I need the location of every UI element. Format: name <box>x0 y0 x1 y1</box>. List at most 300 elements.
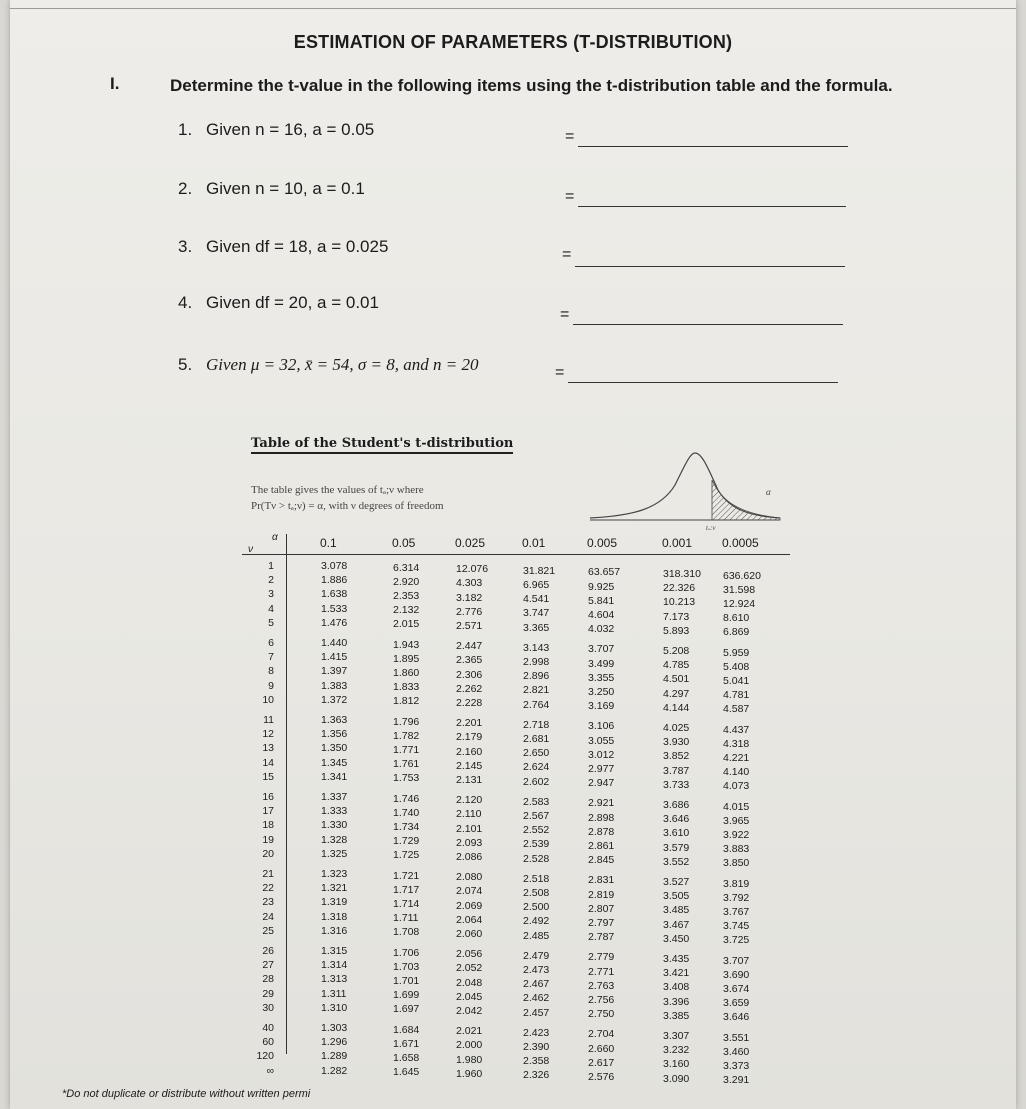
table-cell: 3.610 <box>663 827 690 840</box>
table-cell: 4.025 <box>663 722 690 734</box>
table-cell: 5.841 <box>588 594 615 607</box>
answer-blank-3[interactable] <box>575 266 845 267</box>
equals-sign: = <box>562 246 572 263</box>
table-cell: 1.860 <box>393 667 420 679</box>
question-item-1 <box>178 120 374 140</box>
question-number: 3. <box>178 237 193 256</box>
table-cell: 2.457 <box>523 1006 550 1019</box>
question-text: Given n = 16, a = 0.05 <box>206 120 375 139</box>
table-cell: 2.508 <box>523 887 550 899</box>
table-cell: 2.624 <box>523 761 550 774</box>
table-cell: 1.833 <box>393 681 420 694</box>
table-cell: 3.646 <box>663 813 690 826</box>
table-cell: 1.684 <box>393 1023 420 1036</box>
df-label: 4 <box>268 602 274 615</box>
section-instructions: Determine the t-value in the following items using the t-distribution table and the formula. <box>170 76 893 95</box>
df-label: 3 <box>268 588 274 601</box>
table-cell: 2.048 <box>456 976 483 989</box>
table-cell: 2.228 <box>456 697 483 709</box>
table-cell: 4.587 <box>723 703 750 716</box>
df-label: 9 <box>268 679 274 692</box>
table-description-line-1: The table gives the values of tₐ;ν where <box>251 484 424 496</box>
table-cell: 1.782 <box>393 729 420 742</box>
column-header: 0.0005 <box>722 536 759 550</box>
worksheet-page <box>10 0 1016 1109</box>
table-cell: 1.337 <box>321 791 348 803</box>
table-cell: 1.721 <box>393 869 420 882</box>
question-number: 1. <box>178 120 193 139</box>
table-cell: 3.435 <box>663 953 690 965</box>
column-header: 0.01 <box>522 536 546 550</box>
table-cell: 2.132 <box>393 604 420 617</box>
table-cell: 4.541 <box>523 593 550 606</box>
question-item-5 <box>178 355 478 375</box>
equals-sign: = <box>565 128 575 145</box>
table-cell: 2.060 <box>456 928 483 940</box>
df-label: 27 <box>262 959 274 972</box>
table-cell: 1.717 <box>393 883 420 896</box>
table-cell: 2.779 <box>588 951 615 964</box>
df-label: 6 <box>268 637 274 649</box>
table-cell: 2.861 <box>588 840 615 852</box>
table-cell: 2.462 <box>523 992 550 1005</box>
table-cell: 1.303 <box>321 1022 348 1034</box>
table-cell: 3.505 <box>663 890 690 903</box>
table-cell: 3.055 <box>588 734 615 747</box>
df-label: 40 <box>262 1022 274 1034</box>
column-header: 0.1 <box>320 536 337 550</box>
table-cell: 2.898 <box>588 811 615 824</box>
table-cell: 1.415 <box>321 651 348 664</box>
table-cell: 1.345 <box>321 756 348 769</box>
table-cell: 2.201 <box>456 717 483 730</box>
table-cell: 1.397 <box>321 665 348 678</box>
df-label: 29 <box>262 987 274 1000</box>
table-cell: 3.450 <box>663 932 690 945</box>
table-cell: 2.947 <box>588 777 615 790</box>
table-cell: 1.341 <box>321 770 348 783</box>
table-cell: 2.042 <box>456 1005 483 1017</box>
table-cell: 1.771 <box>393 744 420 756</box>
question-text: Given μ = 32, x̄ = 54, σ = 8, and n = 20 <box>206 355 479 374</box>
table-cell: 1.658 <box>393 1052 420 1064</box>
table-cell: 1.323 <box>321 868 348 880</box>
table-cell: 2.101 <box>456 822 483 835</box>
table-cell: 1.711 <box>393 912 419 925</box>
table-cell: 1.812 <box>393 695 420 708</box>
table-cell: 2.920 <box>393 575 420 588</box>
table-cell: 4.437 <box>723 723 750 736</box>
table-cell: 2.131 <box>456 774 483 786</box>
table-cell: 5.959 <box>723 646 750 659</box>
df-label: 17 <box>262 805 274 818</box>
table-cell: 6.314 <box>393 561 420 574</box>
table-cell: 2.821 <box>523 684 550 697</box>
table-cell: 2.353 <box>393 590 420 602</box>
table-cell: 3.182 <box>456 591 483 604</box>
table-cell: 2.831 <box>588 874 615 887</box>
table-cell: 1.960 <box>456 1067 483 1080</box>
table-cell: 22.326 <box>663 582 696 595</box>
question-text: Given df = 20, a = 0.01 <box>206 293 379 312</box>
table-cell: 4.221 <box>723 752 750 764</box>
table-cell: 1.319 <box>321 896 348 909</box>
table-cell: 1.363 <box>321 714 348 726</box>
curve-line <box>590 453 780 518</box>
table-cell: 4.318 <box>723 737 750 750</box>
table-cell: 1.895 <box>393 652 420 665</box>
nu-header-symbol: ν <box>248 544 253 555</box>
table-cell: 3.160 <box>663 1058 690 1071</box>
table-cell: 2.145 <box>456 759 483 772</box>
table-cell: 5.208 <box>663 645 690 657</box>
table-cell: 2.069 <box>456 899 483 912</box>
table-cell: 2.473 <box>523 964 550 976</box>
table-cell: 3.373 <box>723 1060 750 1072</box>
table-cell: 2.704 <box>588 1028 615 1041</box>
table-cell: 3.850 <box>723 857 750 870</box>
table-cell: 4.144 <box>663 701 690 714</box>
table-cell: 2.074 <box>456 885 483 898</box>
table-cell: 3.819 <box>723 877 750 890</box>
table-cell: 31.598 <box>723 583 756 596</box>
table-cell: 1.318 <box>321 910 348 923</box>
table-cell: 2.479 <box>523 949 550 962</box>
table-cell: 2.977 <box>588 763 615 775</box>
column-header: 0.005 <box>587 536 618 550</box>
table-cell: 636.620 <box>723 569 761 582</box>
table-cell: 3.365 <box>523 621 550 634</box>
df-label: 16 <box>262 791 274 803</box>
table-cell: 3.707 <box>723 954 750 967</box>
table-cell: 1.753 <box>393 772 420 785</box>
equals-sign: = <box>555 364 565 381</box>
table-cell: 2.423 <box>523 1026 550 1039</box>
table-cell: 2.086 <box>456 851 483 863</box>
table-cell: 1.697 <box>393 1003 420 1016</box>
table-cell: 8.610 <box>723 612 750 625</box>
table-cell: 1.383 <box>321 679 348 692</box>
table-cell: 4.501 <box>663 673 690 686</box>
table-cell: 2.681 <box>523 733 550 745</box>
question-text: Given df = 18, a = 0.025 <box>206 237 389 256</box>
table-cell: 1.328 <box>321 833 348 846</box>
table-cell: 2.528 <box>523 852 550 865</box>
table-cell: 1.296 <box>321 1036 348 1049</box>
df-label: 60 <box>262 1036 274 1049</box>
table-cell: 2.262 <box>456 682 483 695</box>
table-cell: 3.787 <box>663 764 690 777</box>
table-cell: 2.819 <box>588 888 615 901</box>
table-cell: 3.690 <box>723 968 750 981</box>
table-cell: 6.869 <box>723 626 750 639</box>
table-cell: 2.015 <box>393 618 420 631</box>
table-cell: 3.232 <box>663 1044 690 1057</box>
table-cell: 2.056 <box>456 948 483 961</box>
table-cell: 6.965 <box>523 579 550 591</box>
table-cell: 1.980 <box>456 1053 483 1066</box>
table-cell: 1.325 <box>321 847 348 860</box>
table-cell: 318.310 <box>663 568 701 580</box>
table-cell: 2.576 <box>588 1071 615 1083</box>
table-cell: 1.310 <box>321 1001 348 1014</box>
table-cell: 3.646 <box>723 1011 750 1024</box>
table-cell: 2.787 <box>588 931 615 944</box>
table-cell: 31.821 <box>523 564 556 577</box>
question-item-4 <box>178 293 379 313</box>
table-cell: 2.718 <box>523 718 550 731</box>
table-cell: 2.052 <box>456 962 483 975</box>
table-cell: 1.350 <box>321 742 348 755</box>
column-header: 0.001 <box>662 536 693 550</box>
table-cell: 2.160 <box>456 745 483 758</box>
answer-blank-5[interactable] <box>568 382 838 383</box>
table-cell: 2.326 <box>523 1069 550 1082</box>
table-cell: 1.316 <box>321 924 348 937</box>
table-cell: 3.143 <box>523 641 550 654</box>
table-cell: 2.120 <box>456 794 483 807</box>
table-cell: 1.330 <box>321 819 348 832</box>
table-cell: 3.408 <box>663 981 690 994</box>
table-cell: 4.297 <box>663 687 690 700</box>
df-label: 5 <box>268 616 274 629</box>
df-label: 13 <box>262 742 274 755</box>
table-cell: 3.355 <box>588 671 615 684</box>
table-cell: 1.706 <box>393 946 420 959</box>
table-cell: 2.539 <box>523 838 550 851</box>
table-cell: 1.356 <box>321 728 348 741</box>
table-cell: 3.922 <box>723 829 750 841</box>
table-cell: 2.602 <box>523 775 550 788</box>
df-label: 7 <box>268 651 274 664</box>
answer-blank-1[interactable] <box>578 146 848 147</box>
table-cell: 2.845 <box>588 854 615 867</box>
table-cell: 3.485 <box>663 904 690 917</box>
table-cell: 3.674 <box>723 983 750 995</box>
question-number: 5. <box>178 355 193 374</box>
table-cell: 2.617 <box>588 1056 615 1069</box>
table-cell: 1.321 <box>321 882 348 895</box>
table-cell: 2.492 <box>523 915 550 928</box>
table-cell: 4.303 <box>456 577 483 590</box>
table-vertical-rule <box>286 534 287 1054</box>
table-cell: 1.699 <box>393 989 420 1002</box>
df-label: 15 <box>262 770 274 783</box>
table-cell: 3.421 <box>663 967 690 980</box>
table-cell: 2.179 <box>456 731 483 744</box>
table-cell: 2.756 <box>588 994 615 1006</box>
table-cell: 3.467 <box>663 918 690 931</box>
table-cell: 2.896 <box>523 670 550 683</box>
df-label: 22 <box>262 882 274 895</box>
table-cell: 5.893 <box>663 624 690 637</box>
section-numeral: I. <box>110 74 120 93</box>
curve-t-label: tₐ;ν <box>706 524 716 530</box>
table-cell: 2.807 <box>588 902 615 915</box>
df-label: 8 <box>268 665 274 678</box>
table-cell: 1.796 <box>393 715 420 728</box>
table-cell: 2.064 <box>456 913 483 926</box>
equals-sign: = <box>560 306 570 323</box>
table-cell: 2.878 <box>588 825 615 838</box>
table-cell: 1.671 <box>393 1037 420 1050</box>
table-title: Table of the Student's t-distribution <box>251 436 513 454</box>
table-description <box>251 482 444 514</box>
top-divider <box>10 8 1016 9</box>
table-cell: 4.073 <box>723 780 750 793</box>
table-cell: 2.921 <box>588 797 615 810</box>
table-cell: 12.924 <box>723 598 756 610</box>
table-cell: 4.785 <box>663 659 690 672</box>
table-cell: 3.106 <box>588 720 615 733</box>
df-label: 24 <box>262 910 274 923</box>
shaded-tail <box>712 480 780 520</box>
table-cell: 1.943 <box>393 638 420 651</box>
table-cell: 9.925 <box>588 580 615 593</box>
column-header: 0.05 <box>392 536 416 550</box>
table-cell: 3.579 <box>663 841 690 854</box>
table-cell: 1.476 <box>321 616 348 629</box>
table-cell: 1.701 <box>393 975 420 987</box>
table-cell: 2.447 <box>456 640 483 653</box>
table-cell: 3.792 <box>723 891 750 904</box>
table-cell: 2.552 <box>523 824 550 837</box>
df-label: ∞ <box>266 1064 274 1077</box>
table-cell: 3.090 <box>663 1072 690 1085</box>
table-cell: 3.527 <box>663 876 690 888</box>
table-cell: 3.965 <box>723 814 750 827</box>
table-cell: 4.032 <box>588 623 615 636</box>
table-cell: 10.213 <box>663 596 696 609</box>
table-cell: 2.750 <box>588 1008 615 1021</box>
table-cell: 2.998 <box>523 656 550 668</box>
df-label: 21 <box>262 868 274 880</box>
table-cell: 12.076 <box>456 563 489 576</box>
table-cell: 1.645 <box>393 1066 420 1079</box>
table-cell: 1.638 <box>321 588 348 601</box>
table-cell: 3.460 <box>723 1045 750 1058</box>
df-label: 26 <box>262 945 274 957</box>
t-table <box>242 530 790 1087</box>
answer-blank-2[interactable] <box>578 206 846 207</box>
table-cell: 3.012 <box>588 748 615 761</box>
question-number: 2. <box>178 179 193 198</box>
table-cell: 2.045 <box>456 990 483 1003</box>
df-label: 19 <box>262 833 274 846</box>
table-cell: 1.333 <box>321 805 348 818</box>
curve-alpha-label: α <box>766 487 771 497</box>
table-cell: 1.740 <box>393 806 420 819</box>
table-cell: 3.551 <box>723 1031 750 1044</box>
page-title: ESTIMATION OF PARAMETERS (T-DISTRIBUTION) <box>293 32 733 52</box>
table-cell: 3.291 <box>723 1074 750 1087</box>
table-cell: 1.533 <box>321 602 348 615</box>
df-label: 14 <box>262 756 274 769</box>
table-cell: 3.307 <box>663 1030 690 1042</box>
df-label: 30 <box>262 1001 274 1014</box>
table-cell: 3.747 <box>523 607 550 620</box>
question-number: 4. <box>178 293 193 312</box>
table-cell: 4.604 <box>588 609 615 621</box>
question-text: Given n = 10, a = 0.1 <box>206 179 365 198</box>
table-cell: 3.169 <box>588 700 615 713</box>
table-cell: 4.015 <box>723 800 750 813</box>
question-item-2 <box>178 179 365 199</box>
table-cell: 3.745 <box>723 920 750 933</box>
table-cell: 1.708 <box>393 926 420 939</box>
table-cell: 3.707 <box>588 643 615 656</box>
table-cell: 2.660 <box>588 1042 615 1055</box>
table-cell: 1.734 <box>393 821 420 833</box>
table-cell: 2.797 <box>588 917 615 929</box>
table-cell: 2.771 <box>588 965 615 978</box>
table-cell: 3.686 <box>663 799 690 811</box>
table-cell: 1.314 <box>321 959 348 972</box>
table-cell: 2.306 <box>456 668 483 681</box>
answer-blank-4[interactable] <box>573 324 843 325</box>
table-cell: 2.650 <box>523 747 550 760</box>
df-label: 120 <box>256 1050 274 1063</box>
table-cell: 63.657 <box>588 566 621 579</box>
table-cell: 4.781 <box>723 689 750 702</box>
table-cell: 2.467 <box>523 978 550 991</box>
table-cell: 1.282 <box>321 1064 348 1077</box>
df-label: 25 <box>262 924 274 937</box>
df-label: 2 <box>268 574 274 587</box>
table-cell: 3.659 <box>723 997 750 1010</box>
table-cell: 2.358 <box>523 1055 550 1068</box>
column-header: 0.025 <box>455 536 486 550</box>
t-distribution-curve-figure <box>590 450 790 530</box>
df-label: 23 <box>262 896 274 909</box>
table-cell: 3.552 <box>663 855 690 868</box>
table-cell: 3.852 <box>663 750 690 763</box>
table-cell: 1.761 <box>393 758 420 771</box>
table-cell: 2.776 <box>456 605 483 618</box>
table-cell: 1.289 <box>321 1050 348 1063</box>
table-cell: 1.313 <box>321 973 348 986</box>
table-cell: 2.567 <box>523 810 550 822</box>
table-cell: 2.093 <box>456 836 483 849</box>
table-cell: 2.518 <box>523 872 550 885</box>
table-cell: 2.485 <box>523 929 550 942</box>
df-label: 20 <box>262 847 274 860</box>
table-cell: 3.883 <box>723 843 750 856</box>
table-cell: 5.408 <box>723 660 750 673</box>
table-cell: 3.078 <box>321 560 348 572</box>
table-cell: 2.583 <box>523 795 550 808</box>
table-cell: 2.080 <box>456 871 483 884</box>
table-cell: 1.372 <box>321 693 348 706</box>
table-cell: 1.440 <box>321 637 348 649</box>
table-cell: 2.571 <box>456 620 483 632</box>
table-cell: 1.311 <box>321 987 347 1000</box>
df-label: 28 <box>262 973 274 986</box>
df-label: 10 <box>262 693 274 706</box>
table-cell: 3.767 <box>723 906 750 918</box>
table-cell: 2.763 <box>588 979 615 992</box>
table-cell: 1.886 <box>321 574 348 587</box>
table-cell: 3.733 <box>663 778 690 791</box>
table-cell: 3.499 <box>588 657 615 670</box>
table-cell: 7.173 <box>663 610 690 623</box>
table-cell: 1.703 <box>393 960 420 973</box>
table-cell: 2.764 <box>523 698 550 711</box>
alpha-header-symbol: α <box>272 532 278 543</box>
footer-note: *Do not duplicate or distribute without written permi <box>62 1088 311 1100</box>
table-cell: 2.110 <box>456 808 482 821</box>
df-label: 11 <box>263 714 274 726</box>
